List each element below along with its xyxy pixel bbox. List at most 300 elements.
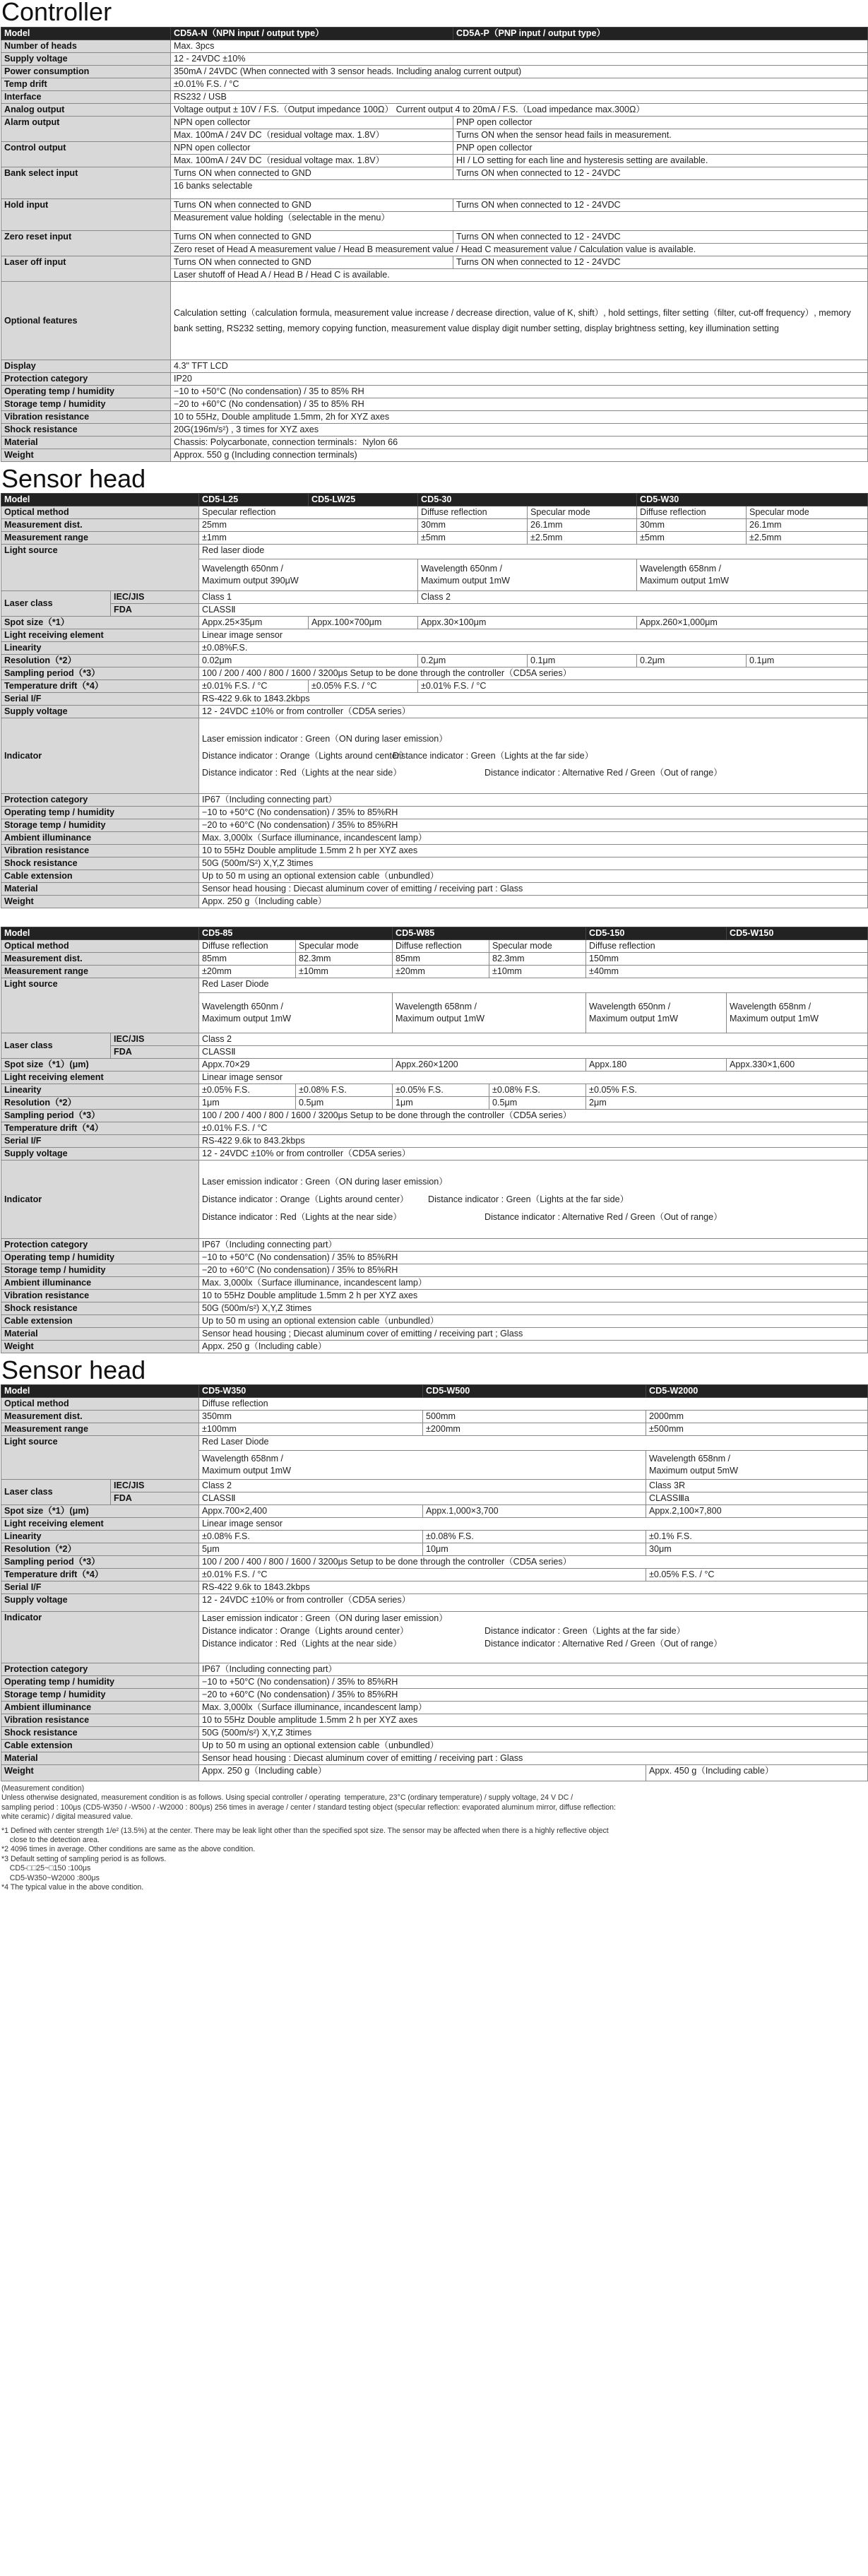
row-label: Linearity [1,1084,199,1097]
sensor-head-table-1 [1,493,868,908]
indicator-text: Distance indicator : Orange（Lights around center） [202,751,409,761]
cell: 26.1mm [747,519,868,532]
cell: Red Laser Diode [199,1436,868,1451]
indicator-text: Distance indicator : Alternative Red / Green（Out of range） [484,1211,723,1222]
row-label: Operating temp / humidity [1,807,199,819]
indicator-text: Distance indicator : Alternative Red / Green（Out of range） [484,1639,723,1649]
header-cell: CD5-W150 [727,927,868,940]
table-row [1,1436,868,1451]
cell: Linear image sensor [199,1518,868,1531]
wavelength-text: Wavelength 650nm / [421,564,503,574]
cell: Diffuse reflection [199,1398,868,1411]
table-header-row [1,494,868,506]
footnote-line: *1 Defined with center strength 1/e² (13.5%) at the center. There may be leak light other than the specified spot size. The sensor may be affected when there is a highly reflective object [1,1826,609,1835]
row-label: Interface [1,91,171,104]
row-label: Material [1,1752,199,1765]
table-row [1,373,868,386]
cell: 0.02μm [199,655,418,667]
row-label: Storage temp / humidity [1,819,199,832]
cell: ±200mm [423,1423,646,1436]
cell: Appx.30×100μm [418,617,637,629]
cell: 26.1mm [528,519,637,532]
cell: ±500mm [646,1423,868,1436]
cell: ±0.01% F.S. / °C [418,680,868,693]
footnote-line: white ceramic) / digital measured value. [1,1812,133,1822]
row-value: 350mA / 24VDC (When connected with 3 sensor heads. Including analog current output) [171,66,868,78]
table-row [1,256,868,269]
row-label: Spot size（*1） [1,617,199,629]
row-label: Control output [1,142,171,167]
table-row [1,1161,868,1239]
row-value: 20G(196m/s²) , 3 times for XYZ axes [171,424,868,437]
table-row [1,506,868,519]
controller-section-title: Controller [1,0,112,26]
row-label: Temp drift [1,78,171,91]
output-text: Maximum output 1mW [730,1014,819,1023]
table-row [1,870,868,883]
table-row [1,1714,868,1727]
indicator-text: Distance indicator : Red（Lights at the near side） [202,768,402,778]
row-label: Supply voltage [1,53,171,66]
row-label: Indicator [1,718,199,794]
table-row [1,437,868,449]
row-label: Optical method [1,1398,199,1411]
cell: 1μm [199,1097,296,1110]
cell: ±1mm [199,532,418,545]
indicator-line [202,1625,864,1637]
cell: ±10mm [296,966,393,978]
cell: 12 - 24VDC ±10% or from controller（CD5A series） [199,1148,868,1161]
table-row [1,1531,868,1543]
cell [646,1451,868,1480]
header-cell: CD5-150 [586,927,727,940]
row-value: IP20 [171,373,868,386]
cell: −20 to +60°C (No condensation) / 35% to 85%RH [199,1264,868,1277]
table-row [1,386,868,398]
table-row [1,706,868,718]
cell: ±2.5mm [528,532,637,545]
cell: ±20mm [199,966,296,978]
cell: Class 1 [199,591,418,604]
row-label: Bank select input [1,167,171,199]
cell: ±0.08% F.S. [296,1084,393,1097]
row-label: Light source [1,1436,199,1480]
cell: 50G (500m/S²) X,Y,Z 3times [199,857,868,870]
table-row [1,883,868,896]
cell: ±20mm [393,966,489,978]
table-row [1,604,868,617]
row-label: Indicator [1,1161,199,1239]
cell: 30μm [646,1543,868,1556]
header-cell: CD5-LW25 [309,494,418,506]
cell: ±40mm [586,966,868,978]
table-row [1,424,868,437]
cell: Sensor head housing : Diecast aluminum cover of emitting / receiving part : Glass [199,1752,868,1765]
row-label: Laser class [1,1480,111,1505]
footnote-line: *3 Default setting of sampling period is as follows. [1,1854,167,1863]
cell: 150mm [586,953,868,966]
row-label: Ambient illuminance [1,832,199,845]
cell: Class 2 [418,591,868,604]
row-label: Ambient illuminance [1,1277,199,1290]
row-value: Turns ON when connected to GND [171,167,453,180]
row-value: Chassis: Polycarbonate, connection terminals：Nylon 66 [171,437,868,449]
cell [199,559,418,591]
cell: 30mm [418,519,528,532]
cell: ±0.01% F.S. / °C [199,680,309,693]
row-value: RS232 / USB [171,91,868,104]
row-label: Operating temp / humidity [1,1676,199,1689]
row-label: Analog output [1,104,171,117]
row-label: Zero reset input [1,231,171,256]
footnote-line: *4 The typical value in the above condition. [1,1883,144,1892]
row-label: Measurement range [1,532,199,545]
indicator-line [202,1191,864,1209]
cell: ±0.1% F.S. [646,1531,868,1543]
cell: −20 to +60°C (No condensation) / 35% to 85%RH [199,819,868,832]
cell: Diffuse reflection [199,940,296,953]
table-row [1,1663,868,1676]
table-row [1,1033,868,1046]
cell: Diffuse reflection [393,940,489,953]
cell [418,559,637,591]
table-header-row [1,28,868,40]
table-row [1,978,868,993]
table-row [1,282,868,360]
row-label: Temperature drift（*4） [1,1122,199,1135]
table-row [1,117,868,129]
row-value: NPN open collector [171,117,453,129]
row-label: Operating temp / humidity [1,1252,199,1264]
table-row [1,1328,868,1341]
table-row [1,167,868,180]
table-row [1,819,868,832]
cell: RS-422 9.6k to 1843.2kbps [199,693,868,706]
cell: Diffuse reflection [637,506,747,519]
cell: 5μm [199,1543,423,1556]
wavelength-text: Wavelength 650nm / [202,564,284,574]
row-label: Spot size（*1）(μm) [1,1505,199,1518]
footnote-line: sampling period : 100μs (CD5-W350 / -W500 / -W2000 : 800μs) 256 times in average / center / standard testing object (specular reflection: evaporated aluminum mirror, diffuse reflection: [1,1803,616,1812]
row-label: Sampling period（*3） [1,1110,199,1122]
row-label: Material [1,437,171,449]
cell: Class 2 [199,1033,868,1046]
cell: 2000mm [646,1411,868,1423]
indicator-text: Distance indicator : Orange（Lights around center） [202,1194,409,1204]
cell: Appx.260×1,000μm [637,617,868,629]
row-label: Supply voltage [1,706,199,718]
row-label: Material [1,1328,199,1341]
row-label: Measurement dist. [1,519,199,532]
row-label: Vibration resistance [1,1290,199,1302]
cell: ±0.08% F.S. [489,1084,586,1097]
cell: Red Laser Diode [199,978,868,993]
row-label: Laser class [1,1033,111,1059]
table-row [1,1569,868,1581]
sensor-head-table-3 [1,1384,868,1781]
cell: 50G (500m/s²) X,Y,Z 3times [199,1727,868,1740]
cell: 0.2μm [637,655,747,667]
row-value: 12 - 24VDC ±10% [171,53,868,66]
table-row [1,53,868,66]
header-cell: CD5-W500 [423,1385,646,1398]
table-row [1,1084,868,1097]
indicator-text: Distance indicator : Green（Lights at the far side） [484,1626,686,1636]
cell: Appx. 250 g（Including cable） [199,1765,646,1781]
row-sublabel: FDA [111,1046,199,1059]
output-text: Maximum output 1mW [589,1014,678,1023]
table-row [1,1765,868,1781]
cell: 2μm [586,1097,868,1110]
cell: 85mm [199,953,296,966]
table-row [1,1290,868,1302]
output-text: Maximum output 1mW [640,576,729,586]
cell: Up to 50 m using an optional extension cable（unbundled） [199,1315,868,1328]
cell: Linear image sensor [199,629,868,642]
cell: RS-422 9.6k to 843.2kbps [199,1135,868,1148]
cell: Up to 50 m using an optional extension cable（unbundled） [199,870,868,883]
row-value: −20 to +60°C (No condensation) / 35 to 85% RH [171,398,868,411]
cell: Appx. 250 g（Including cable） [199,1341,868,1353]
table-row [1,66,868,78]
cell: 0.1μm [747,655,868,667]
row-label: Light receiving element [1,1072,199,1084]
cell [199,1161,868,1239]
table-row [1,411,868,424]
row-label: Optical method [1,940,199,953]
table-row [1,104,868,117]
cell: Appx. 250 g（Including cable） [199,896,868,908]
table-row [1,693,868,706]
sensor-head-table-2 [1,927,868,1353]
row-label: Shock resistance [1,857,199,870]
table-row [1,1110,868,1122]
output-text: Maximum output 1mW [421,576,510,586]
row-sublabel: IEC/JIS [111,1033,199,1046]
row-label: Power consumption [1,66,171,78]
table-row [1,591,868,604]
header-cell: CD5A-P（PNP input / output type） [453,28,868,40]
row-sublabel: FDA [111,604,199,617]
row-label: Weight [1,896,199,908]
row-value: −10 to +50°C (No condensation) / 35 to 85% RH [171,386,868,398]
output-text: Maximum output 1mW [396,1014,484,1023]
indicator-line: Laser emission indicator : Green（ON during laser emission） [202,1613,448,1623]
row-value: Turns ON when connected to 12 - 24VDC [453,167,868,180]
cell: IP67（Including connecting part） [199,1663,868,1676]
table-row [1,1097,868,1110]
footnote-line: close to the detection area. [1,1836,100,1845]
cell: Max. 3,000lx（Surface illuminance, incandescent lamp） [199,1277,868,1290]
table-row [1,966,868,978]
row-label: Vibration resistance [1,1714,199,1727]
indicator-line [202,1637,864,1650]
cell: 100 / 200 / 400 / 800 / 1600 / 3200μs Setup to be done through the controller（CD5A series） [199,667,868,680]
table-header-row [1,927,868,940]
output-text: Maximum output 390μW [202,576,299,586]
cell: Appx.100×700μm [309,617,418,629]
cell: Class 3R [646,1480,868,1492]
table-row [1,1612,868,1663]
cell: Appx.2,100×7,800 [646,1505,868,1518]
table-row [1,1341,868,1353]
cell: 30mm [637,519,747,532]
cell [637,559,868,591]
table-row [1,832,868,845]
cell: ±0.05% F.S. [199,1084,296,1097]
row-value: Turns ON when connected to GND [171,256,453,269]
row-value: Max. 3pcs [171,40,868,53]
row-label: Laser class [1,591,111,617]
row-label: Material [1,883,199,896]
table-row [1,1518,868,1531]
row-label: Vibration resistance [1,845,199,857]
cell: 50G (500m/s²) X,Y,Z 3times [199,1302,868,1315]
table-row [1,1505,868,1518]
controller-spec-table [1,27,868,462]
cell: 10 to 55Hz Double amplitude 1.5mm 2 h per XYZ axes [199,845,868,857]
row-label: Light source [1,978,199,1033]
wavelength-text: Wavelength 650nm / [589,1002,671,1011]
row-label: Protection category [1,794,199,807]
header-cell: CD5A-N（NPN input / output type） [171,28,453,40]
indicator-text: Distance indicator : Red（Lights at the near side） [202,1211,402,1222]
cell: 350mm [199,1411,423,1423]
header-cell: Model [1,28,171,40]
cell: ±2.5mm [747,532,868,545]
cell: Appx.25×35μm [199,617,309,629]
table-row [1,953,868,966]
cell: Sensor head housing ; Diecast aluminum cover of emitting / receiving part ; Glass [199,1328,868,1341]
row-label: Number of heads [1,40,171,53]
table-row [1,545,868,559]
row-value: 10 to 55Hz, Double amplitude 1.5mm, 2h for XYZ axes [171,411,868,424]
row-label: Measurement range [1,966,199,978]
cell: IP67（Including connecting part） [199,794,868,807]
cell: ±0.08%F.S. [199,642,868,655]
header-cell: CD5-30 [418,494,637,506]
table-row [1,142,868,155]
cell: 12 - 24VDC ±10% or from controller（CD5A series） [199,1594,868,1612]
cell: ±0.08% F.S. [199,1531,423,1543]
cell: Appx.1,000×3,700 [423,1505,646,1518]
row-label: Storage temp / humidity [1,1689,199,1702]
row-label: Cable extension [1,1740,199,1752]
row-value: Turns ON when connected to 12 - 24VDC [453,199,868,212]
row-value: 16 banks selectable [171,180,868,199]
row-value: Max. 100mA / 24V DC（residual voltage max. 1.8V） [171,155,453,167]
table-row [1,629,868,642]
row-sublabel: IEC/JIS [111,1480,199,1492]
cell: 0.5μm [296,1097,393,1110]
row-label: Supply voltage [1,1594,199,1612]
header-cell: CD5-W85 [393,927,586,940]
row-label: Sampling period（*3） [1,1556,199,1569]
cell: CLASSⅡ [199,604,868,617]
cell: 0.2μm [418,655,528,667]
cell: 100 / 200 / 400 / 800 / 1600 / 3200μs Setup to be done through the controller（CD5A series） [199,1110,868,1122]
table-row [1,655,868,667]
row-label: Weight [1,449,171,462]
row-value: Turns ON when connected to 12 - 24VDC [453,256,868,269]
row-label: Ambient illuminance [1,1702,199,1714]
row-label: Weight [1,1341,199,1353]
indicator-line [202,747,864,764]
cell: 100 / 200 / 400 / 800 / 1600 / 3200μs Setup to be done through the controller（CD5A series） [199,1556,868,1569]
row-value: Calculation setting（calculation formula, measurement value increase / decrease direction, value of K, shift）, hold settings, filter setting（filter, cut-off frequency）, memory bank setting, RS232 setting, memory copying function, measurement value display digit number setting, display brightness setting, key illumination setting [171,282,868,360]
row-value: Approx. 550 g (Including connection terminals) [171,449,868,462]
row-label: Optical method [1,506,199,519]
row-label: Measurement dist. [1,953,199,966]
row-value: Turns ON when the sensor head fails in measurement. [453,129,868,142]
table-row [1,1059,868,1072]
table-row [1,1423,868,1436]
indicator-line: Laser emission indicator : Green（ON during laser emission） [202,1176,448,1187]
header-cell: CD5-W350 [199,1385,423,1398]
cell [199,993,393,1033]
row-value: PNP open collector [453,117,868,129]
row-label: Light receiving element [1,629,199,642]
table-row [1,680,868,693]
table-row [1,1315,868,1328]
cell: 10μm [423,1543,646,1556]
footnote-line: CD5-W350~W2000 :800μs [1,1873,100,1882]
cell: Appx.260×1200 [393,1059,586,1072]
row-label: Alarm output [1,117,171,142]
output-text: Maximum output 1mW [202,1014,291,1023]
cell: −10 to +50°C (No condensation) / 35% to 85%RH [199,1676,868,1689]
cell: 1μm [393,1097,489,1110]
row-label: Serial I/F [1,693,199,706]
indicator-text: Distance indicator : Alternative Red / Green（Out of range） [484,768,723,778]
table-row [1,199,868,212]
cell: ±0.01% F.S. / °C [199,1122,868,1135]
table-row [1,1689,868,1702]
header-cell: CD5-85 [199,927,393,940]
output-text: Maximum output 5mW [649,1466,738,1476]
cell: Sensor head housing : Diecast aluminum cover of emitting / receiving part : Glass [199,883,868,896]
table-row [1,845,868,857]
row-label: Shock resistance [1,1727,199,1740]
table-row [1,1492,868,1505]
row-value: Measurement value holding（selectable in the menu） [171,212,868,231]
cell: IP67（Including connecting part） [199,1239,868,1252]
table-row [1,1581,868,1594]
row-value: HI / LO setting for each line and hysteresis setting are available. [453,155,868,167]
cell: Specular mode [747,506,868,519]
table-row [1,1411,868,1423]
cell: CLASSⅢa [646,1492,868,1505]
cell: ±0.05% F.S. / °C [646,1569,868,1581]
row-value: Max. 100mA / 24V DC（residual voltage max. 1.8V） [171,129,453,142]
table-row [1,1752,868,1765]
cell: Specular mode [489,940,586,953]
row-label: Temperature drift（*4） [1,1569,199,1581]
cell [586,993,727,1033]
table-row [1,519,868,532]
cell: Appx.330×1,600 [727,1059,868,1072]
row-label: Sampling period（*3） [1,667,199,680]
table-row [1,1702,868,1714]
row-label: Indicator [1,1612,199,1663]
header-cell: Model [1,1385,199,1398]
cell [727,993,868,1033]
table-row [1,1543,868,1556]
wavelength-text: Wavelength 658nm / [649,1454,731,1464]
table-row [1,449,868,462]
row-label: Storage temp / humidity [1,1264,199,1277]
indicator-text: Distance indicator : Green（Lights at the far side） [393,751,594,761]
